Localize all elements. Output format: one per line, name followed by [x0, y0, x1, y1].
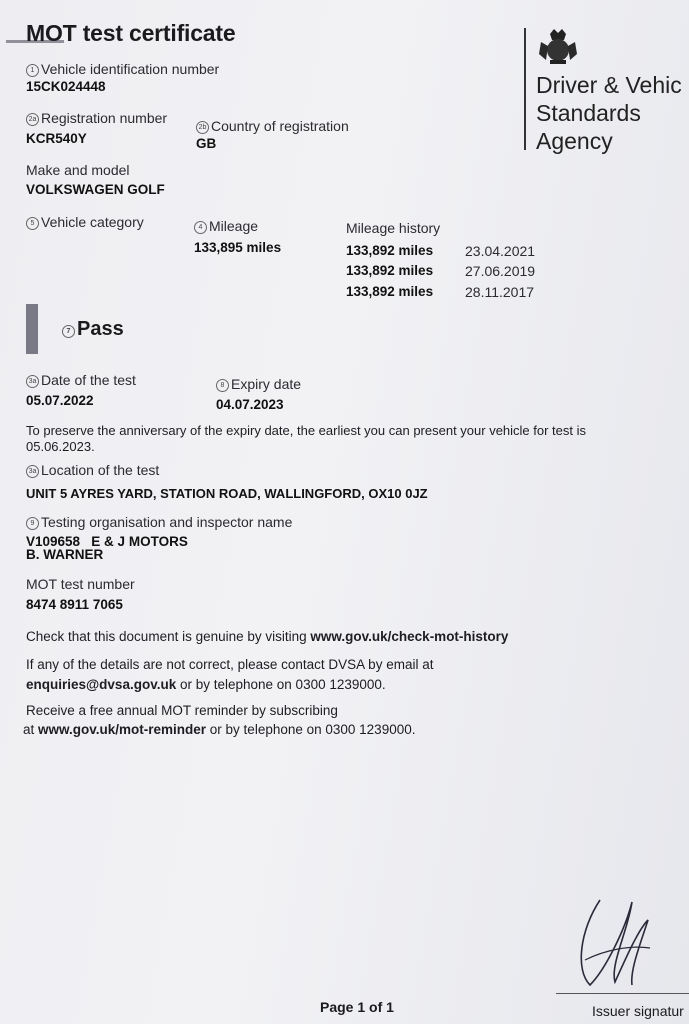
vin-label: 1 Vehicle identification number [26, 61, 219, 77]
history-date: 28.11.2017 [465, 284, 535, 300]
page-title: MOT test certificate [26, 20, 236, 46]
field-number: 9 [26, 517, 39, 530]
field-number: 7 [62, 325, 75, 338]
history-miles: 133,892 miles [346, 284, 434, 299]
organisation-label: 9 Testing organisation and inspector name [26, 514, 292, 530]
test-date-value: 05.07.2022 [26, 393, 94, 408]
agency-divider [524, 28, 526, 150]
organisation-line-1: V109658 E & J MOTORS [26, 534, 188, 549]
history-miles: 133,892 miles [346, 243, 434, 258]
result-bar [26, 304, 38, 354]
reminder-text: Receive a free annual MOT reminder by subscribing [26, 703, 338, 718]
signature-line [556, 993, 689, 994]
location-value: UNIT 5 AYRES YARD, STATION ROAD, WALLINGFORD, OX10 0JZ [26, 486, 428, 501]
expiry-date-label: 8 Expiry date [216, 376, 301, 392]
field-number: 8 [216, 379, 229, 392]
history-date: 23.04.2021 [465, 243, 536, 259]
inspector-name: B. WARNER [26, 547, 104, 562]
registration-value: KCR540Y [26, 131, 87, 146]
test-date-label: 3a Date of the test [26, 372, 136, 388]
reminder-link-line: at www.gov.uk/mot-reminder or by telephone on 0300 1239000. [23, 722, 416, 737]
mileage-label: 4 Mileage [194, 218, 258, 234]
field-number: 1 [26, 64, 39, 77]
check-mot-link[interactable]: www.gov.uk/check-mot-history [310, 629, 509, 644]
issuer-signature-graphic [570, 890, 660, 990]
agency-line-2: Standards [536, 100, 641, 126]
result-heading: 7 Pass [62, 318, 124, 341]
field-number: 5 [26, 217, 39, 230]
expiry-date-value: 04.07.2023 [216, 397, 284, 412]
history-date: 27.06.2019 [465, 263, 536, 279]
mot-reminder-link[interactable]: www.gov.uk/mot-reminder [38, 722, 207, 737]
field-number: 4 [194, 221, 207, 234]
field-number: 3a [26, 375, 39, 388]
mileage-history-label: Mileage history [346, 220, 441, 236]
make-model-label: Make and model [26, 162, 130, 178]
contact-text: If any of the details are not correct, please contact DVSA by email at [26, 657, 434, 672]
contact-email-line: enquiries@dvsa.gov.uk or by telephone on 0300 1239000. [26, 677, 386, 692]
genuine-check-text: Check that this document is genuine by visiting www.gov.uk/check-mot-history [26, 629, 509, 644]
test-number-value: 8474 8911 7065 [26, 597, 123, 612]
vin-value: 15CK024448 [26, 79, 106, 94]
field-number: 2a [26, 113, 39, 126]
royal-crest-icon [536, 26, 580, 66]
contact-email-link[interactable]: enquiries@dvsa.gov.uk [26, 677, 177, 692]
country-value: GB [196, 136, 217, 151]
preserve-date: 05.06.2023. [26, 439, 95, 454]
field-number: 3a [26, 465, 39, 478]
test-number-label: MOT test number [26, 576, 135, 592]
page-number: Page 1 of 1 [320, 999, 394, 1015]
location-label: 3a Location of the test [26, 462, 159, 478]
agency-line-3: Agency [536, 128, 613, 154]
preserve-text: To preserve the anniversary of the expiry date, the earliest you can present your vehicle for test is [26, 423, 587, 438]
country-label: 2b Country of registration [196, 118, 349, 134]
issuer-signature-label: Issuer signatur [592, 1003, 684, 1019]
mileage-value: 133,895 miles [194, 240, 282, 255]
history-miles: 133,892 miles [346, 263, 434, 278]
registration-label: 2a Registration number [26, 110, 167, 126]
field-number: 2b [196, 121, 209, 134]
category-label: 5 Vehicle category [26, 214, 144, 230]
agency-line-1: Driver & Vehic [536, 72, 682, 98]
make-model-value: VOLKSWAGEN GOLF [26, 182, 165, 197]
